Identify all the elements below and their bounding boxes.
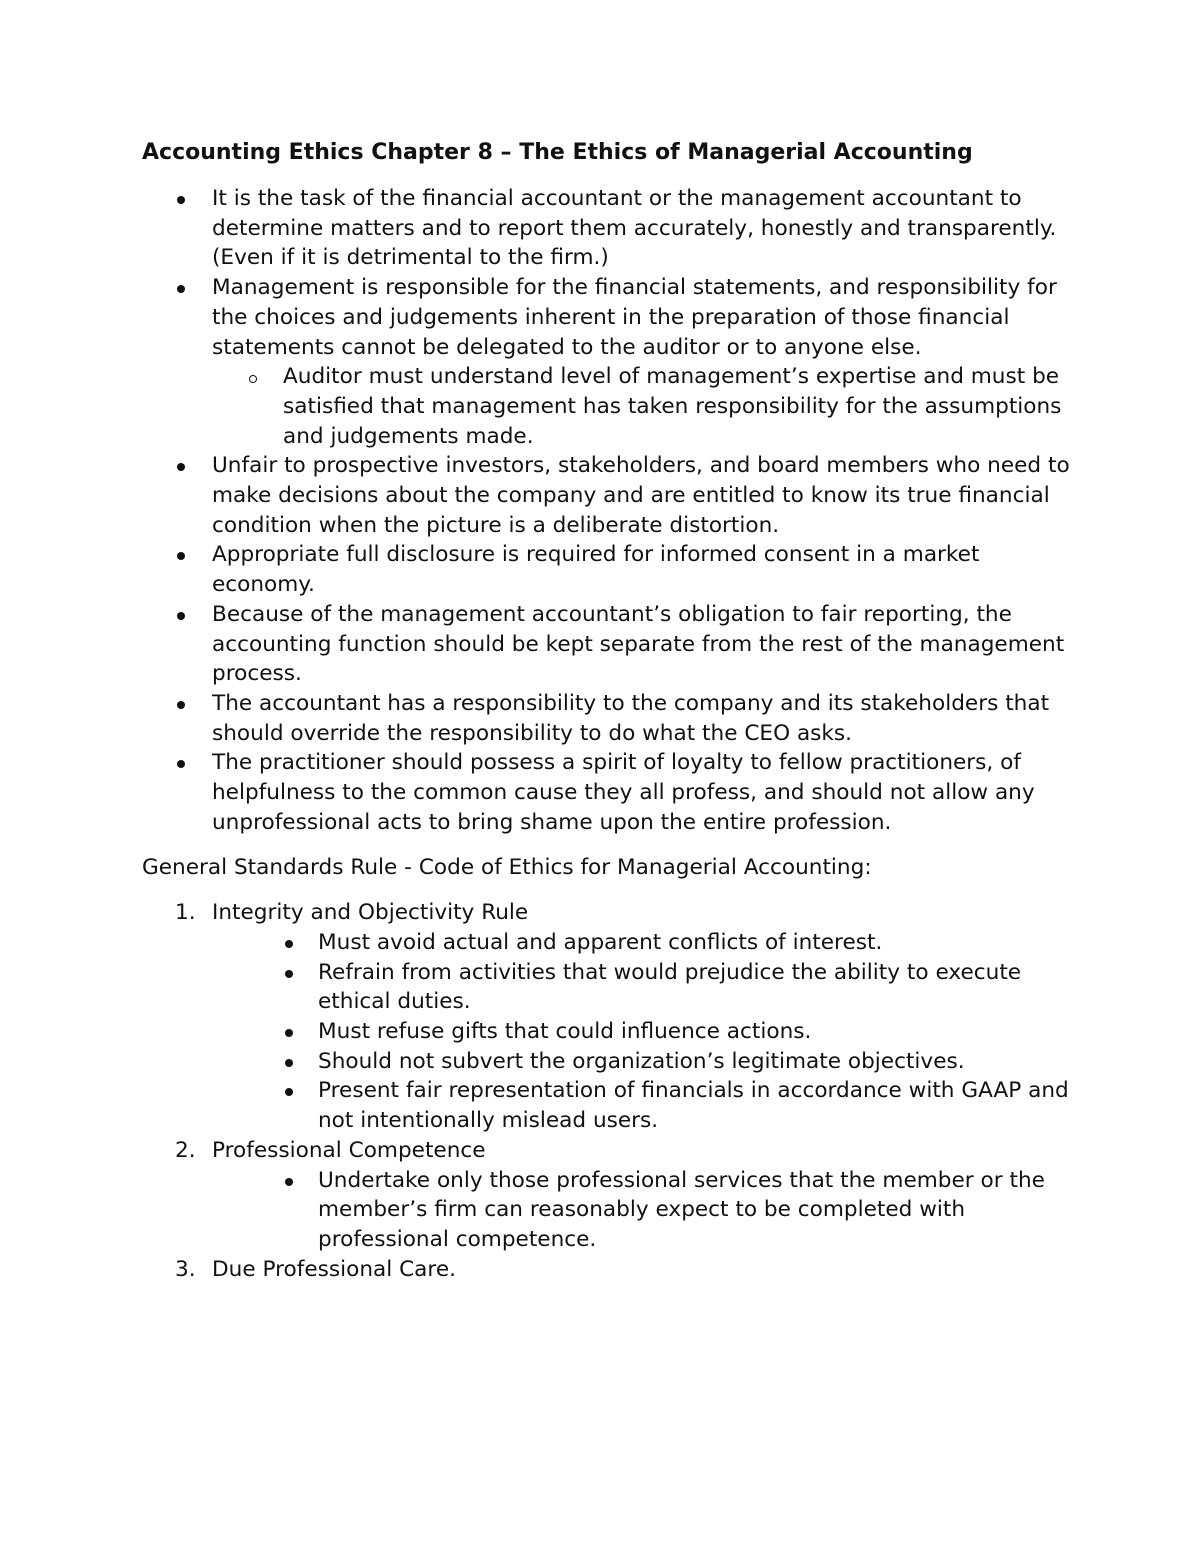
bullet-item xyxy=(142,184,1070,273)
bullet-text: Because of the management accountant’s obligation to fair reporting, the accounting function should be kept separate from the rest of the management process. xyxy=(212,601,1065,687)
bullet-icon xyxy=(285,970,293,978)
bullet-icon xyxy=(177,760,185,768)
bullet-item xyxy=(142,273,1070,362)
rule-point xyxy=(142,1166,1070,1255)
bullet-item xyxy=(142,451,1070,540)
rule-point xyxy=(142,1017,1070,1047)
document-title: Accounting Ethics Chapter 8 – The Ethics of Managerial Accounting xyxy=(142,140,973,165)
sub-bullet-item xyxy=(142,362,1070,451)
numbered-item xyxy=(142,1136,1070,1166)
bullet-item xyxy=(142,689,1070,748)
rule-point-text: Must refuse gifts that could influence actions. xyxy=(318,1018,812,1044)
rule-point-text: Present fair representation of financials in accordance with GAAP and not intentionally mislead users. xyxy=(318,1078,1069,1134)
item-number: 2. xyxy=(175,1137,196,1163)
rule-point xyxy=(142,928,1070,958)
bullet-text: Management is responsible for the financial statements, and responsibility for the choices and judgements inherent in the preparation of those financial statements cannot be delegated to the auditor or to anyone else. xyxy=(212,275,1057,360)
rule-point xyxy=(142,1076,1070,1135)
bullet-item xyxy=(142,748,1070,837)
bullet-icon xyxy=(177,612,185,620)
bullet-text: The accountant has a responsibility to the company and its stakeholders that should override the responsibility to do what the CEO asks. xyxy=(212,690,1050,746)
bullet-icon xyxy=(177,285,185,293)
bullet-icon xyxy=(177,552,185,560)
rule-point xyxy=(142,958,1070,1017)
bullet-icon xyxy=(285,1178,293,1186)
item-number: 3. xyxy=(175,1256,196,1282)
rule-point-text: Should not subvert the organization’s legitimate objectives. xyxy=(318,1048,965,1074)
rule-point xyxy=(142,1047,1070,1077)
section-subheading: General Standards Rule - Code of Ethics for Managerial Accounting: xyxy=(142,855,872,881)
rule-label: Professional Competence xyxy=(212,1137,486,1163)
numbered-item xyxy=(142,1255,1070,1285)
bullet-icon xyxy=(177,463,185,471)
bullet-icon xyxy=(285,1059,293,1067)
rule-point-text: Refrain from activities that would prejudice the ability to execute ethical duties. xyxy=(318,959,1022,1015)
bullet-icon xyxy=(177,701,185,709)
bullet-icon xyxy=(177,196,185,204)
bullet-icon xyxy=(285,1029,293,1037)
rule-point-text: Must avoid actual and apparent conflicts of interest. xyxy=(318,929,883,955)
bullet-item xyxy=(142,540,1070,599)
hollow-bullet-icon xyxy=(249,375,257,383)
rule-point-text: Undertake only those professional services that the member or the member’s firm can reasonably expect to be completed with professional competence. xyxy=(318,1167,1045,1252)
bullet-text: Unfair to prospective investors, stakeholders, and board members who need to make decisions about the company and are entitled to know its true financial condition when the picture is a deliberate distortion. xyxy=(212,453,1070,538)
bullet-text: The practitioner should possess a spirit of loyalty to fellow practitioners, of helpfulness to the common cause they all profess, and should not allow any unprofessional acts to bring shame upon the entire profession. xyxy=(212,750,1035,835)
sub-bullet-text: Auditor must understand level of management’s expertise and must be satisfied that management has taken responsibility for the assumptions and judgements made. xyxy=(283,364,1062,449)
bullet-text: It is the task of the financial accountant or the management accountant to determine matters and to report them accurately, honestly and transparently. (Even if it is detrimental to the firm.) xyxy=(212,186,1057,271)
bullet-text: Appropriate full disclosure is required for informed consent in a market economy. xyxy=(212,542,980,598)
bullet-icon xyxy=(285,1088,293,1096)
item-number: 1. xyxy=(175,900,196,926)
rule-label: Integrity and Objectivity Rule xyxy=(212,900,529,926)
bullet-item xyxy=(142,600,1070,689)
rule-label: Due Professional Care. xyxy=(212,1256,456,1282)
numbered-item xyxy=(142,898,1070,928)
bullet-icon xyxy=(285,940,293,948)
